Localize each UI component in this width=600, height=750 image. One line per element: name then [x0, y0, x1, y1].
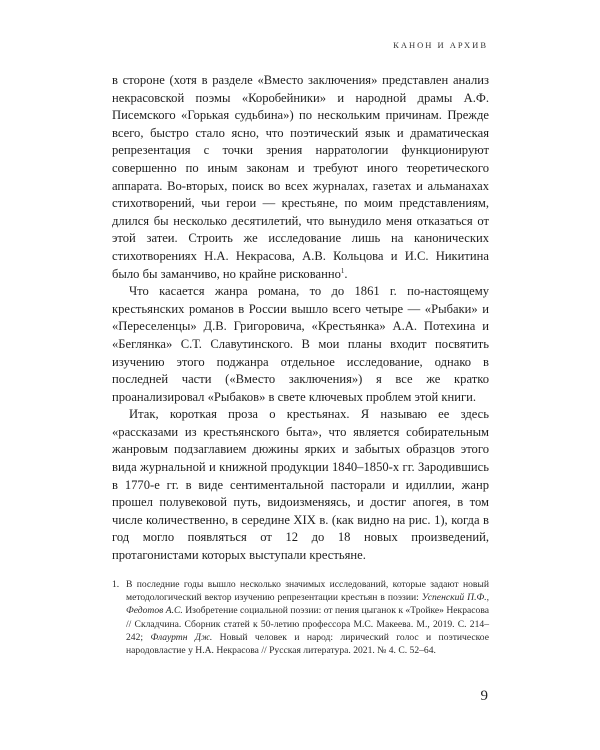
footnote-text	[126, 578, 489, 657]
footnote-text-part-b: Изобретение социальной поэзии: от пения цыганок к «Тройке» Некрасова // Складчина. Сборник статей к 50-летию профессора М.С. Макеева. М., 2019. С. 214–242;	[126, 605, 489, 643]
body-text	[112, 72, 489, 565]
footnote-reference[interactable]: 1	[340, 266, 345, 275]
footnote-1	[112, 578, 489, 657]
page-number: 9	[480, 688, 488, 704]
footnote-authors-b: Флауртн Дж.	[150, 631, 213, 643]
footnote-text-part-c: Новый человек и народ: лирический голос и поэтическое народовластие у Н.А. Некрасова // Русская литература. 2021. № 4. С. 52–64.	[126, 631, 489, 657]
paragraph-1-text: в стороне (хотя в разделе «Вместо заключения» представлен анализ некрасовской поэмы «Коробейники» и народной драмы А.Ф. Писемского «Горькая судьбина») по нескольким причинам. Прежде всего, быстро стало ясно, что поэтический язык и драматическая репрезентация с точки зрения нарратологии функционируют совершенно по иным законам и требуют иного теоретического аппарата. Во-вторых, поиск во всех журналах, газетах и альманахах стихотворений, чьи герои — крестьяне, по моим представлениям, длился бы несколько десятилетий, что вынудило меня отказаться от этой затеи. Строить же исследование лишь на канонических стихотворениях Н.А. Некрасова, А.В. Кольцова и И.С. Никитина было бы заманчиво, но крайне рискованно	[112, 73, 489, 281]
footnote-number: 1.	[112, 579, 120, 590]
footnote-authors-a: Успенский П.Ф., Федотов А.С.	[126, 592, 489, 617]
paragraph-2: Что касается жанра романа, то до 1861 г. по-настоящему крестьянских романов в России вышло всего четыре — «Рыбаки» и «Переселенцы» Д.В. Григоровича, «Крестьянка» А.А. Потехина и «Беглянка» С.Т. Славутинского. В мои планы входит посвятить изучению этого поджанра отдельное исследование, однако в последней части («Вместо заключения») я все же кратко проанализировал «Рыбаков» в свете ключевых проблем этой книги.	[112, 284, 489, 404]
footnotes	[112, 578, 489, 657]
paragraph-1: в стороне (хотя в разделе «Вместо заключения» представлен анализ некрасовской поэмы «Коробейники» и народной драмы А.Ф. Писемского «Горькая судьбина») по нескольким причинам. Прежде всего, быстро стало ясно, что поэтический язык и драматическая репрезентация с точки зрения нарратологии функционируют совершенно по иным законам и требуют иного теоретического аппарата. Во-вторых, поиск во всех журналах, газетах и альманахах стихотворений, чьи герои — крестьяне, по моим представлениям, длился бы несколько десятилетий, что вынудило меня отказаться от этой затеи. Строить же исследование лишь на канонических стихотворениях Н.А. Некрасова, А.В. Кольцова и И.С. Никитина было бы заманчиво, но крайне рискованно$^1$.	[112, 73, 489, 281]
paragraph-3: Итак, короткая проза о крестьянах. Я называю ее здесь «рассказами из крестьянского быта», что является собирательным жанровым подзаглавием дюжины ярких и забытых образцов этого вида журнальной и книжной продукции 1840–1850-х гг. Зародившись в 1770-е гг. в виде сентиментальной пасторали и идиллии, жанр прошел полувековой путь, видоизменяясь, и достиг апогея, в том числе количественно, в середине XIX в. (как видно на рис. 1), когда в год могло появляться от 12 до 18 новых произведений, протагонистами которых выступали крестьяне.	[112, 407, 489, 563]
footnote-text-part-a: В последние годы вышло несколько значимых исследований, которые задают новый методологический вектор изучению репрезентации крестьян в поэзии:	[126, 579, 489, 604]
running-head: КАНОН И АРХИВ	[393, 40, 488, 50]
